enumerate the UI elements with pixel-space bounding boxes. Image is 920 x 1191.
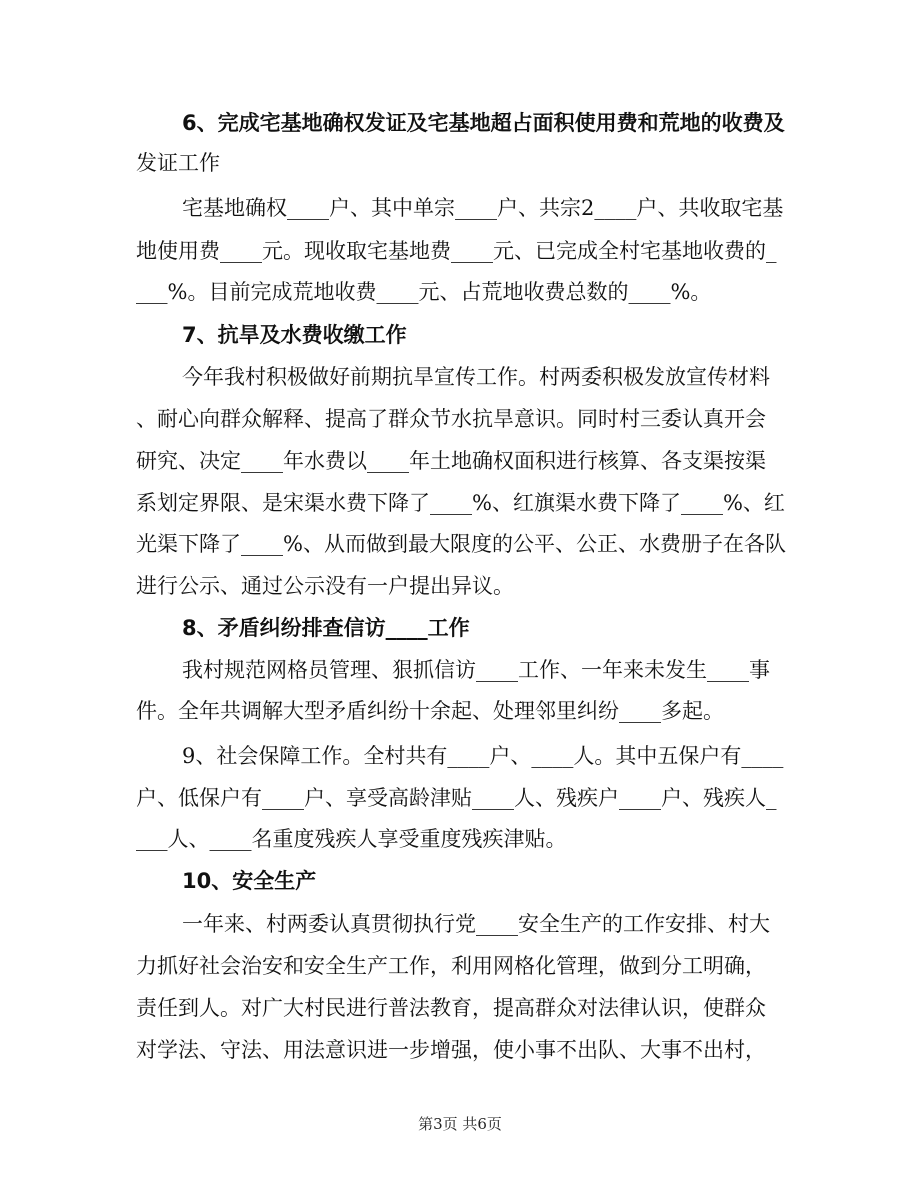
line-text: 今年我村积极做好前期抗旱宣传工作。村两委积极发放宣传材料 [182,365,770,389]
line-text: 一年来、村两委认真贯彻执行党____安全生产的工作安排、村大 [182,912,770,936]
paragraph-line [0,902,920,946]
paragraph-line [0,1028,920,1072]
line-text: ___人、____名重度残疾人享受重度残疾津贴。 [136,827,567,851]
page-indicator: 第3页 共6页 [418,1115,502,1133]
line-text: 发证工作 [136,151,220,175]
line-text: 进行公示、通过公示没有一户提出异议。 [136,574,514,598]
line-text: 6、完成宅基地确权发证及宅基地超占面积使用费和荒地的收费及 [182,111,785,135]
paragraph-line [0,229,920,273]
line-text: 地使用费____元。现收取宅基地费____元、已完成全村宅基地收费的_ [136,239,777,263]
line-text: 我村规范网格员管理、狠抓信访____工作、一年来未发生____事 [182,658,770,682]
paragraph-line [0,986,920,1030]
paragraph-line [0,648,920,692]
paragraph-line [0,734,920,778]
paragraph-line [0,689,920,733]
paragraph-line [0,186,920,230]
paragraph-line [0,564,920,608]
line-text: 8、矛盾纠纷排查信访____工作 [182,616,470,640]
paragraph-line [0,439,920,483]
paragraph-line [0,141,920,185]
line-text: 件。全年共调解大型矛盾纠纷十余起、处理邻里纠纷____多起。 [136,699,724,723]
paragraph-line [0,270,920,314]
paragraph-line [0,776,920,820]
line-text: 9、社会保障工作。全村共有____户、____人。其中五保户有____ [182,744,784,768]
line-text: 系划定界限、是宋渠水费下降了____%、红旗渠水费下降了____%、红 [136,491,785,515]
paragraph-line [0,397,920,441]
line-text: 10、安全生产 [182,869,317,893]
section-heading [0,101,920,145]
section-heading [0,859,920,903]
line-text: 、耐心向群众解释、提高了群众节水抗旱意识。同时村三委认真开会 [136,407,766,431]
paragraph-line [0,481,920,525]
section-heading [0,313,920,357]
line-text: 7、抗旱及水费收缴工作 [182,323,407,347]
line-text: 宅基地确权____户、其中单宗____户、共宗2____户、共收取宅基 [182,196,784,220]
line-text: 对学法、守法、用法意识进一步增强，使小事不出队、大事不出村， [136,1038,766,1062]
line-text: 户、低保户有____户、享受高龄津贴____人、残疾户____户、残疾人_ [136,786,777,810]
line-text: 研究、决定____年水费以____年土地确权面积进行核算、各支渠按渠 [136,449,766,473]
paragraph-line [0,817,920,861]
line-text: 力抓好社会治安和安全生产工作，利用网格化管理，做到分工明确， [136,954,766,978]
line-text: 光渠下降了____%、从而做到最大限度的公平、公正、水费册子在各队 [136,532,786,556]
line-text: 责任到人。对广大村民进行普法教育，提高群众对法律认识，使群众 [136,996,766,1020]
paragraph-line [0,944,920,988]
paragraph-line [0,355,920,399]
line-text: ___%。目前完成荒地收费____元、占荒地收费总数的____%。 [136,280,712,304]
paragraph-line [0,522,920,566]
section-heading [0,606,920,650]
